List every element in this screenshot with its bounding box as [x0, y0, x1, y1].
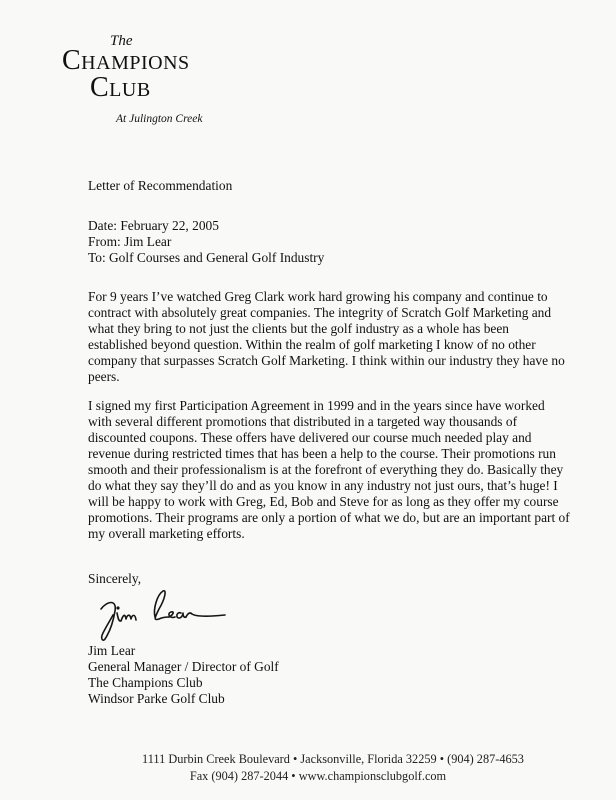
letterhead-logo — [62, 34, 222, 134]
logo-subtitle: At Julington Creek — [116, 113, 203, 125]
signer-org-2: Windsor Parke Golf Club — [88, 691, 225, 706]
letter-header — [88, 218, 588, 266]
paragraph-line: For 9 years I’ve watched Greg Clark work hard growing his company and continue to — [88, 289, 548, 304]
paragraph-2 — [88, 398, 588, 542]
paragraph-line: established beyond question. Within the realm of golf marketing I know of no other — [88, 337, 536, 352]
paragraph-line: my overall marketing efforts. — [88, 526, 245, 541]
paragraph-line: will be happy to work with Greg, Ed, Bob and Steve for as long as they offer my course — [88, 494, 559, 509]
footer-address: 1111 Durbin Creek Boulevard • Jacksonville, Florida 32259 • (904) 287-4653 — [142, 752, 524, 766]
letter-to: To: Golf Courses and General Golf Industry — [88, 250, 325, 265]
paragraph-line: with several different promotions that distributed in a targeted way thousands of — [88, 414, 518, 429]
letter-from: From: Jim Lear — [88, 234, 172, 249]
paragraph-line: discounted coupons. These offers have delivered our course much needed play and — [88, 430, 532, 445]
signer-title: General Manager / Director of Golf — [88, 659, 279, 674]
paragraph-line: promotions. Their programs are only a portion of what we do, but are an important part of — [88, 510, 570, 525]
paragraph-line: do what they say they’ll do and as you know in any industry not just ours, that’s huge! I — [88, 478, 558, 493]
paragraph-1 — [88, 289, 588, 385]
paragraph-line: revenue during restricted times that has been a help to the course. Their promotions run — [88, 446, 556, 461]
paragraph-line: I signed my first Participation Agreement in 1999 and in the years since have worked — [88, 398, 545, 413]
paragraph-line: contract with absolutely great companies. The integrity of Scratch Golf Marketing and — [88, 305, 552, 320]
letter-subject: Letter of Recommendation — [88, 178, 233, 193]
footer-contact: Fax (904) 287-2044 • www.championsclubgolf.com — [189, 769, 447, 783]
signer-name: Jim Lear — [88, 643, 136, 658]
signer-org-1: The Champions Club — [88, 675, 203, 690]
logo-club: Club — [90, 72, 151, 103]
paragraph-line: smooth and their professionalism is at the forefront of everything they do. Basically they — [88, 462, 564, 477]
signer-block — [88, 643, 588, 707]
logo-the: The — [110, 33, 133, 49]
letter-date: Date: February 22, 2005 — [88, 218, 219, 233]
paragraph-line: what they bring to not just the clients but the golf industry as a whole has been — [88, 321, 509, 336]
paragraph-line: peers. — [88, 369, 120, 384]
logo-champions: Champions — [62, 45, 190, 76]
handwritten-signature — [97, 587, 237, 647]
letter-closing: Sincerely, — [88, 571, 142, 586]
paragraph-line: company that surpasses Scratch Golf Marketing. I think within our industry they have no — [88, 353, 565, 368]
